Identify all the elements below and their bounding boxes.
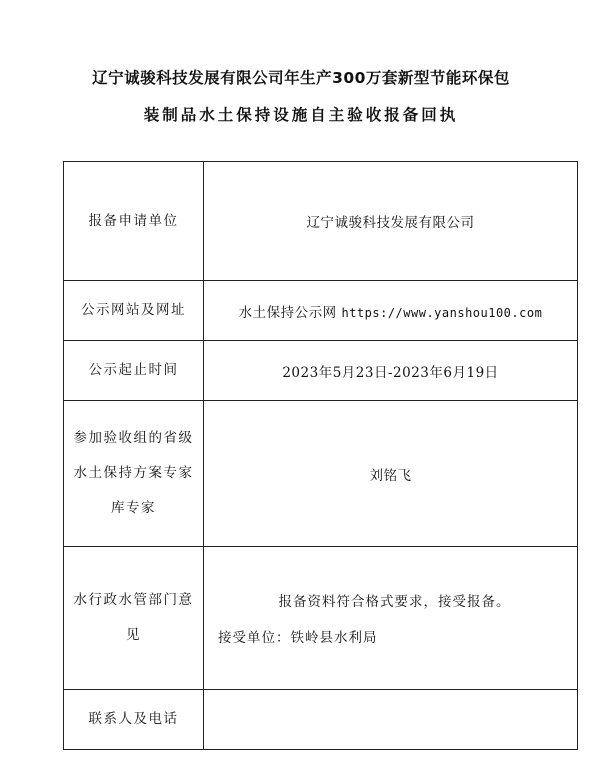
dept-opinion: 报备资料符合格式要求，接受报备。 [278,594,511,610]
table-row [64,341,578,401]
period-label: 公示起止时间 [64,341,204,401]
contact-label: 联系人及电话 [64,690,204,750]
table-row [64,401,578,547]
receipt-table [63,161,578,750]
table-row [64,162,578,281]
expert-value: 刘铭飞 [204,401,578,547]
table-row [64,281,578,341]
site-value [204,281,578,341]
applicant-value: 辽宁诚骏科技发展有限公司 [204,162,578,281]
contact-value [204,690,578,750]
expert-label: 参加验收组的省级水土保持方案专家库专家 [64,401,204,547]
dept-label: 水行政水管部门意见 [64,547,204,690]
period-value: 2023年5月23日-2023年6月19日 [204,341,578,401]
site-url: https://www.yanshou100.com [341,305,543,320]
site-label: 公示网站及网址 [64,281,204,341]
document-title-line-2: 装制品水土保持设施自主验收报备回执 [143,106,459,124]
document-title-line-1: 辽宁诚骏科技发展有限公司年生产300万套新型节能环保包 [92,69,510,87]
dept-unit: 接受单位：铁岭县水利局 [218,630,378,646]
dept-opinion-cell [204,547,578,690]
table-row [64,547,578,690]
table-row [64,690,578,750]
applicant-label: 报备申请单位 [64,162,204,281]
site-name: 水土保持公示网 [238,304,337,321]
